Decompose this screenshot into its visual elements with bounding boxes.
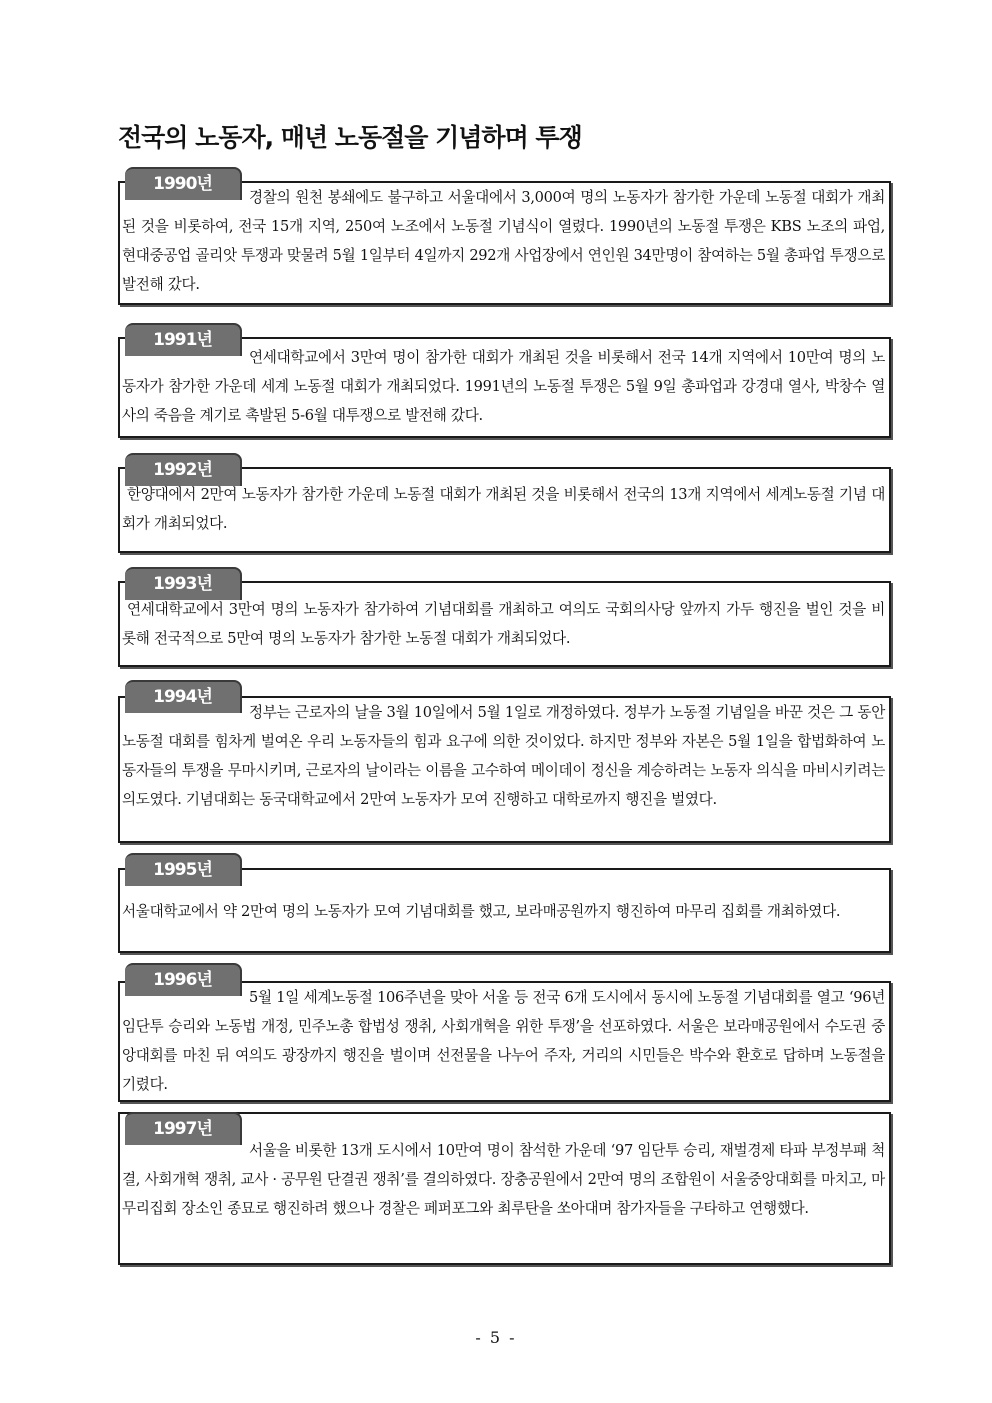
entry-text-1994: 정부는 근로자의 날을 3월 10일에서 5월 1일로 개정하였다. 정부가 노동절 기념일을 바꾼 것은 그 동안 노동절 대회를 힘차게 벌여온 우리 노동자들의 힘과 요구에 의한 것이었다. 하지만 정부와 자본은 5월 1일을 합법화하여 노동자들의 투쟁을 무마시키며, 근로자의 날이라는 이름을 고수하여 메이데이 정신을 계승하려는 노동자 의식을 마비시키려는 의도였다. 기념대회는 동국대학교에서 2만여 노동자가 모여 진행하고 대학로까지 행진을 벌였다. — [122, 704, 885, 808]
entry-text-1996: 5월 1일 세계노동절 106주년을 맞아 서울 등 전국 6개 도시에서 동시에 노동절 기념대회를 열고 ‘96년 임단투 승리와 노동법 개정, 민주노총 합법성 쟁취, 사회개혁을 위한 투쟁’을 선포하였다. 서울은 보라매공원에서 수도권 중앙대회를 마친 뒤 여의도 광장까지 행진을 벌이며 선전물을 나누어 주자, 거리의 시민들은 박수와 환호로 답하며 노동절을 기렸다. — [122, 989, 885, 1093]
year-tab-1997: 1997년 — [125, 1112, 242, 1145]
entry-text-1993: 연세대학교에서 3만여 명의 노동자가 참가하여 기념대회를 개최하고 여의도 국회의사당 앞까지 가두 행진을 벌인 것을 비롯해 전국적으로 5만여 명의 노동자가 참가한 노동절 대회가 개최되었다. — [122, 601, 885, 647]
page-number: - 5 - — [475, 1328, 517, 1347]
entry-text-1995: 서울대학교에서 약 2만여 명의 노동자가 모여 기념대회를 했고, 보라매공원까지 행진하여 마무리 집회를 개최하였다. — [122, 903, 841, 920]
year-tab-1993: 1993년 — [125, 567, 242, 600]
year-tab-1995: 1995년 — [125, 853, 242, 886]
year-tab-1990: 1990년 — [125, 167, 242, 200]
entry-text-1991: 연세대학교에서 3만여 명이 참가한 대회가 개최된 것을 비롯해서 전국 14개 지역에서 10만여 명의 노동자가 참가한 가운데 세계 노동절 대회가 개최되었다. 1991년의 노동절 투쟁은 5월 9일 총파업과 강경대 열사, 박창수 열사의 죽음을 계기로 촉발된 5-6월 대투쟁으로 발전해 갔다. — [122, 349, 885, 424]
page-title: 전국의 노동자, 매년 노동절을 기념하며 투쟁 — [118, 123, 582, 152]
year-tab-1992: 1992년 — [125, 453, 242, 486]
entry-text-1992: 한양대에서 2만여 노동자가 참가한 가운데 노동절 대회가 개최된 것을 비롯해서 전국의 13개 지역에서 세계노동절 기념 대회가 개최되었다. — [122, 486, 885, 532]
entry-text-1997: 서울을 비롯한 13개 도시에서 10만여 명이 참석한 가운데 ‘97 임단투 승리, 재벌경제 타파 부정부패 척결, 사회개혁 쟁취, 교사 · 공무원 단결권 쟁취’를 결의하였다. 장충공원에서 2만여 명의 조합원이 서울중앙대회를 마치고, 마무리집회 장소인 종묘로 행진하려 했으나 경찰은 페퍼포그와 최루탄을 쏘아대며 참가자들을 구타하고 연행했다. — [122, 1142, 885, 1217]
year-tab-1996: 1996년 — [125, 963, 242, 996]
year-tab-1991: 1991년 — [125, 323, 242, 356]
entry-text-1990: 경찰의 원천 봉쇄에도 불구하고 서울대에서 3,000여 명의 노동자가 참가한 가운데 노동절 대회가 개최된 것을 비롯하여, 전국 15개 지역, 250여 노조에서 노동절 기념식이 열렸다. 1990년의 노동절 투쟁은 KBS 노조의 파업, 현대중공업 골리앗 투쟁과 맞물려 5월 1일부터 4일까지 292개 사업장에서 연인원 34만명이 참여하는 5월 총파업 투쟁으로 발전해 갔다. — [122, 189, 885, 293]
year-tab-1994: 1994년 — [125, 680, 242, 713]
